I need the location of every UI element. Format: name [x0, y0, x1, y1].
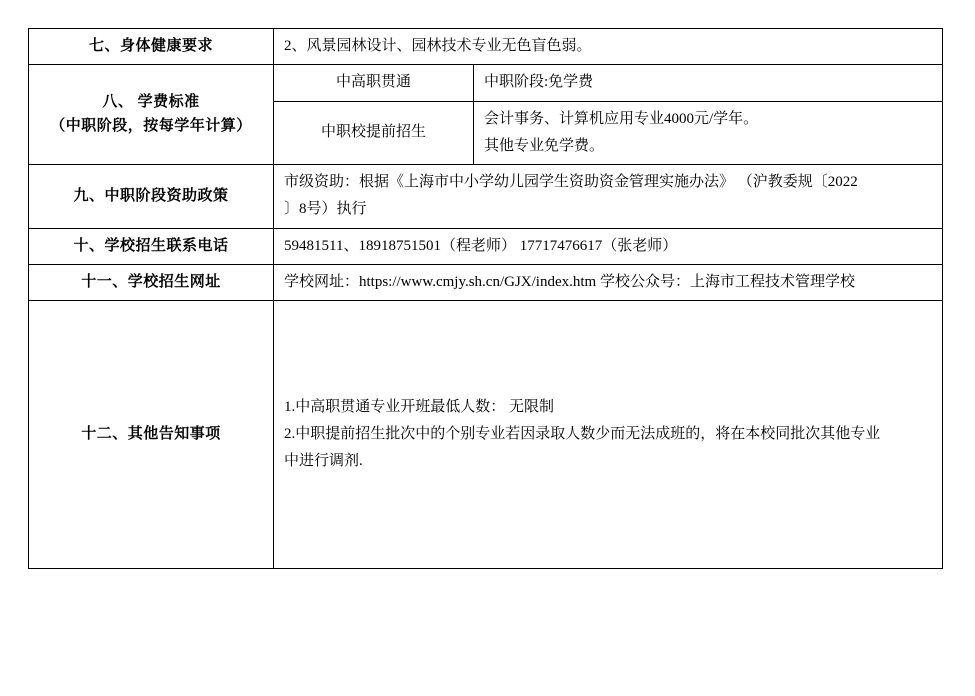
table-row-health — [29, 29, 943, 65]
row-value-subsidy — [274, 165, 943, 229]
tuition-detail-1 — [474, 101, 943, 165]
tuition-detail-0-line0: 中职阶段:免学费 — [484, 74, 594, 91]
table-row-phone — [29, 228, 943, 264]
notice-line0: 1.中高职贯通专业开班最低人数： 无限制 — [284, 398, 555, 415]
tuition-category-0: 中高职贯通 — [274, 65, 474, 101]
row-label-subsidy: 九、中职阶段资助政策 — [29, 165, 274, 229]
row-label-health: 七、身体健康要求 — [29, 29, 274, 65]
row-label-website: 十一、学校招生网址 — [29, 264, 274, 300]
row-label-phone: 十、学校招生联系电话 — [29, 228, 274, 264]
row-value-phone: 59481511、18918751501（程老师） 17717476617（张老师） — [274, 228, 943, 264]
row-label-notice: 十二、其他告知事项 — [29, 301, 274, 569]
tuition-detail-0 — [474, 65, 943, 101]
row-label-tuition-line1: 八、 学费标准 — [102, 94, 200, 111]
row-label-tuition — [29, 65, 274, 165]
notice-line1: 2.中职提前招生批次中的个别专业若因录取人数少而无法成班的，将在本校同批次其他专业 — [284, 425, 881, 442]
row-value-health: 2、风景园林设计、园林技术专业无色盲色弱。 — [274, 29, 943, 65]
table-row-notice — [29, 301, 943, 569]
subsidy-line0: 市级资助：根据《上海市中小学幼儿园学生资助资金管理实施办法》 （沪教委规〔2022 — [284, 174, 858, 190]
subsidy-line1: 〕8号）执行 — [284, 201, 367, 218]
row-label-tuition-line2: （中职阶段，按每学年计算） — [50, 117, 252, 134]
table-row-website — [29, 264, 943, 300]
notice-line2: 中进行调剂. — [284, 453, 363, 470]
tuition-detail-1-line0: 会计事务、计算机应用专业4000元/学年。 — [484, 110, 759, 127]
table-row-subsidy — [29, 165, 943, 229]
tuition-category-1: 中职校提前招生 — [274, 101, 474, 165]
row-value-website: 学校网址：https://www.cmjy.sh.cn/GJX/index.htm 学校公众号：上海市工程技术管理学校 — [274, 264, 943, 300]
table-row-tuition-first — [29, 65, 943, 101]
admission-info-table — [28, 28, 943, 569]
tuition-detail-1-line1: 其他专业免学费。 — [484, 137, 605, 154]
row-value-notice — [274, 301, 943, 569]
